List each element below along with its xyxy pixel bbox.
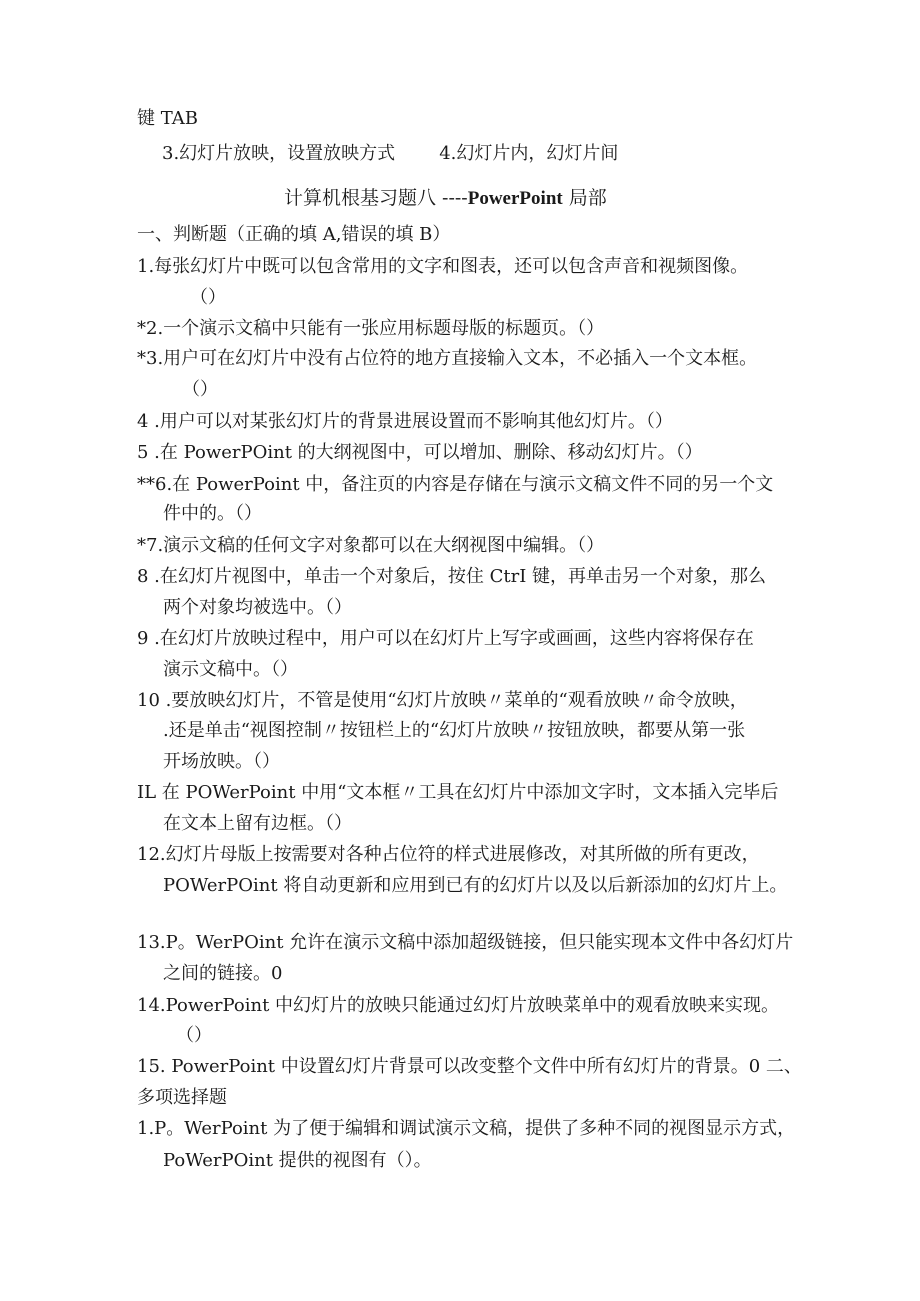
question-13-cont: 之间的链接。0 [163, 963, 283, 984]
answer-3: 3.幻灯片放映，设置放映方式 [162, 143, 396, 164]
answer-line [162, 145, 618, 163]
page-title [284, 189, 607, 208]
question-3-blank: （） [182, 379, 218, 400]
mc-question-1-cont: PoWerPOint 提供的视图有（）。 [163, 1150, 432, 1171]
mc-question-1: 1.P。WerPoint 为了便于编辑和调试演示文稿，提供了多种不同的视图显示方式， [137, 1118, 796, 1139]
question-15: 15. PowerPoint 中设置幻灯片背景可以改变整个文件中所有幻灯片的背景。0 二、 [137, 1056, 802, 1077]
question-10-cont: .还是单击“视图控制〃按钮栏上的“幻灯片放映〃按钮放映，都要从第一张 [163, 720, 746, 741]
question-6: **6.在 PowerPoint 中，备注页的内容是存储在与演示文稿文件不同的另一个文 [137, 474, 774, 495]
question-12-cont: POWerPOint 将自动更新和应用到已有的幻灯片以及以后新添加的幻灯片上。 [163, 875, 788, 896]
question-13: 13.P。WerPOint 允许在演示文稿中添加超级链接，但只能实现本文件中各幻灯片 [137, 932, 794, 953]
question-14-blank: （） [176, 1025, 212, 1046]
section-heading: 一、判断题（正确的填 A,错误的填 B） [137, 224, 451, 245]
title-product: PowerPoint [467, 188, 563, 209]
question-9-cont: 演示文稿中。（） [163, 659, 298, 680]
question-5: 5 .在 PowerPOint 的大纲视图中，可以增加、删除、移动幻灯片。（） [137, 442, 703, 463]
question-10: 10 .要放映幻灯片，不管是使用“幻灯片放映〃菜单的“观看放映〃命令放映， [137, 690, 748, 711]
question-9: 9 .在幻灯片放映过程中，用户可以在幻灯片上写字或画画，这些内容将保存在 [137, 628, 754, 649]
title-prefix: 计算机根基习题八 ---- [284, 187, 468, 209]
section-2-heading: 多项选择题 [137, 1087, 227, 1108]
question-8-cont: 两个对象均被选中。（） [163, 597, 352, 618]
answer-4: 4.幻灯片内，幻灯片间 [439, 143, 619, 164]
question-7: *7.演示文稿的任何文字对象都可以在大纲视图中编辑。（） [137, 535, 605, 556]
question-11: IL 在 POWerPoint 中用“文本框〃工具在幻灯片中添加文字时，文本插入完毕后 [137, 782, 779, 803]
question-6-cont: 件中的。（） [163, 503, 262, 524]
question-10-cont-2: 开场放映。（） [163, 751, 280, 772]
question-8: 8 .在幻灯片视图中，单击一个对象后，按住 CtrI 键，再单击另一个对象，那么 [137, 566, 767, 587]
question-14: 14.PowerPoint 中幻灯片的放映只能通过幻灯片放映菜单中的观看放映来实现。 [137, 995, 780, 1016]
question-2: *2.一个演示文稿中只能有一张应用标题母版的标题页。（） [137, 318, 605, 339]
question-3: *3.用户可在幻灯片中没有占位符的地方直接输入文本，不必插入一个文本框。 [137, 348, 758, 369]
question-12: 12.幻灯片母版上按需要对各种占位符的样式进展修改，对其所做的所有更改， [137, 844, 760, 865]
intro-line: 键 TAB [137, 108, 198, 129]
question-1-blank: （） [190, 287, 226, 308]
title-suffix: 局部 [562, 187, 607, 209]
question-11-cont: 在文本上留有边框。（） [163, 813, 352, 834]
question-4: 4 .用户可以对某张幻灯片的背景进展设置而不影响其他幻灯片。（） [137, 411, 673, 432]
question-1: 1.每张幻灯片中既可以包含常用的文字和图表，还可以包含声音和视频图像。 [137, 256, 749, 277]
